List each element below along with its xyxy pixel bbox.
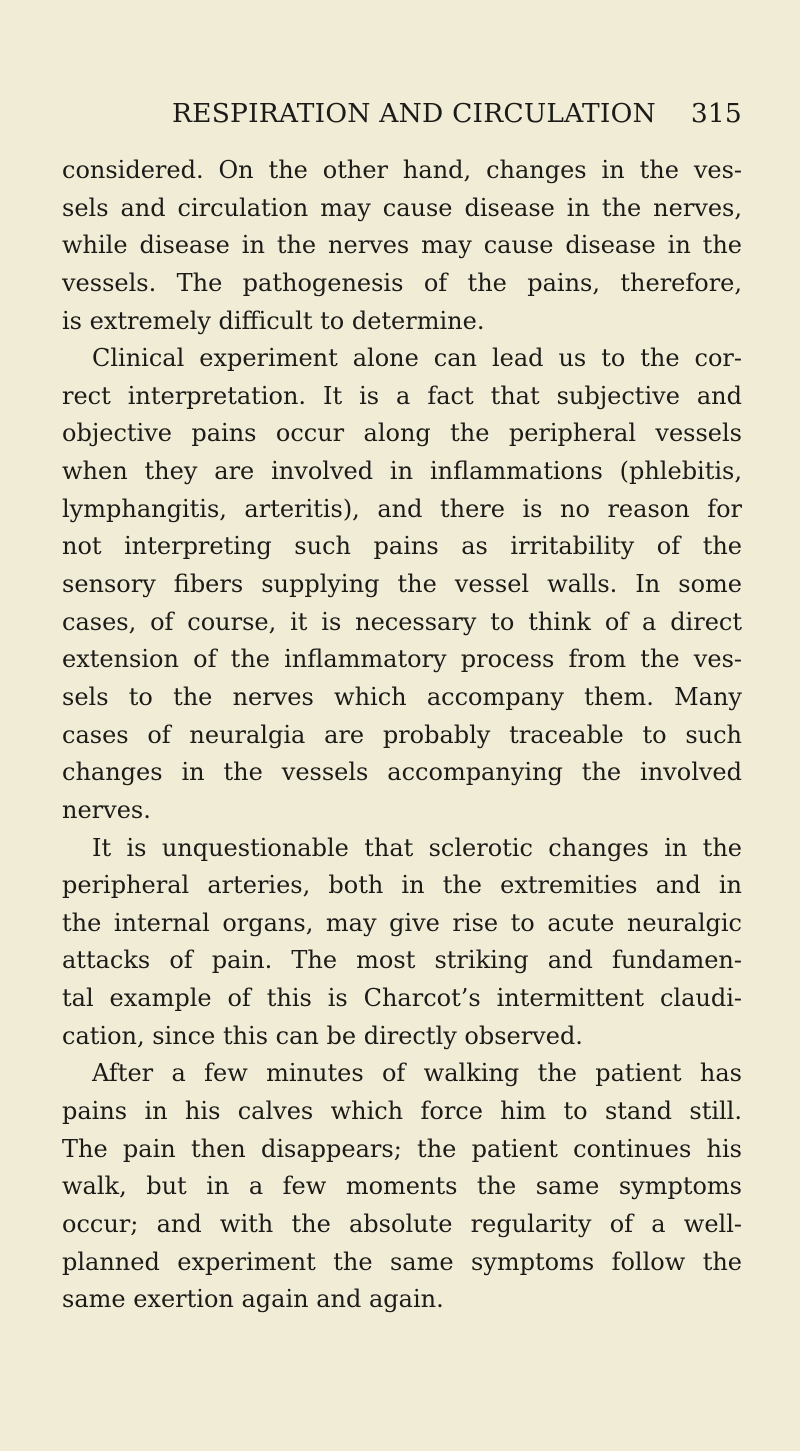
- text-line: rect interpretation. It is a fact that subjective and: [62, 381, 742, 410]
- text-line: considered. On the other hand, changes in the ves-: [62, 156, 742, 184]
- text-line: peripheral arteries, both in the extremities and in: [62, 871, 742, 900]
- text-line: extension of the inflammatory process from the ves-: [62, 645, 742, 674]
- page-number: 315: [690, 98, 742, 129]
- text-line: walk, but in a few moments the same symptoms: [62, 1172, 742, 1201]
- text-line: same exertion again and again.: [62, 1285, 444, 1314]
- text-line: pains in his calves which force him to stand still.: [62, 1097, 742, 1126]
- text-line: the internal organs, may give rise to acute neuralgic: [62, 908, 742, 937]
- text-line: changes in the vessels accompanying the involved: [62, 758, 742, 787]
- text-line: occur; and with the absolute regularity of a well-: [62, 1209, 742, 1238]
- text-line: tal example of this is Charcot’s intermittent claudi-: [62, 984, 742, 1013]
- text-line: After a few minutes of walking the patient has: [92, 1059, 742, 1088]
- text-line: cases, of course, it is necessary to think of a direct: [62, 607, 742, 636]
- text-line: nerves.: [62, 795, 151, 824]
- text-line: planned experiment the same symptoms follow the: [62, 1247, 742, 1276]
- text-line: It is unquestionable that sclerotic changes in the: [92, 833, 742, 862]
- text-line: sensory fibers supplying the vessel walls. In some: [62, 570, 742, 599]
- text-line: cation, since this can be directly observed.: [62, 1021, 583, 1050]
- text-line: attacks of pain. The most striking and fundamen-: [62, 946, 742, 975]
- running-head: [172, 96, 742, 132]
- text-line: vessels. The pathogenesis of the pains, therefore,: [62, 268, 742, 297]
- text-line: while disease in the nerves may cause disease in the: [62, 231, 742, 260]
- body-text: [62, 152, 742, 1319]
- text-line: objective pains occur along the peripheral vessels: [62, 419, 742, 448]
- text-line: lymphangitis, arteritis), and there is no reason for: [62, 494, 742, 523]
- text-line: is extremely difficult to determine.: [62, 306, 485, 335]
- text-line: cases of neuralgia are probably traceable to such: [62, 720, 742, 749]
- text-line: sels and circulation may cause disease in the nerves,: [62, 193, 742, 222]
- text-line: not interpreting such pains as irritability of the: [62, 532, 742, 561]
- text-line: Clinical experiment alone can lead us to the cor-: [92, 344, 742, 373]
- text-line: sels to the nerves which accompany them. Many: [62, 682, 742, 711]
- text-line: when they are involved in inflammations (phlebitis,: [62, 457, 742, 486]
- text-line: The pain then disappears; the patient continues his: [62, 1134, 742, 1163]
- running-head-title: RESPIRATION AND CIRCULATION: [172, 98, 656, 129]
